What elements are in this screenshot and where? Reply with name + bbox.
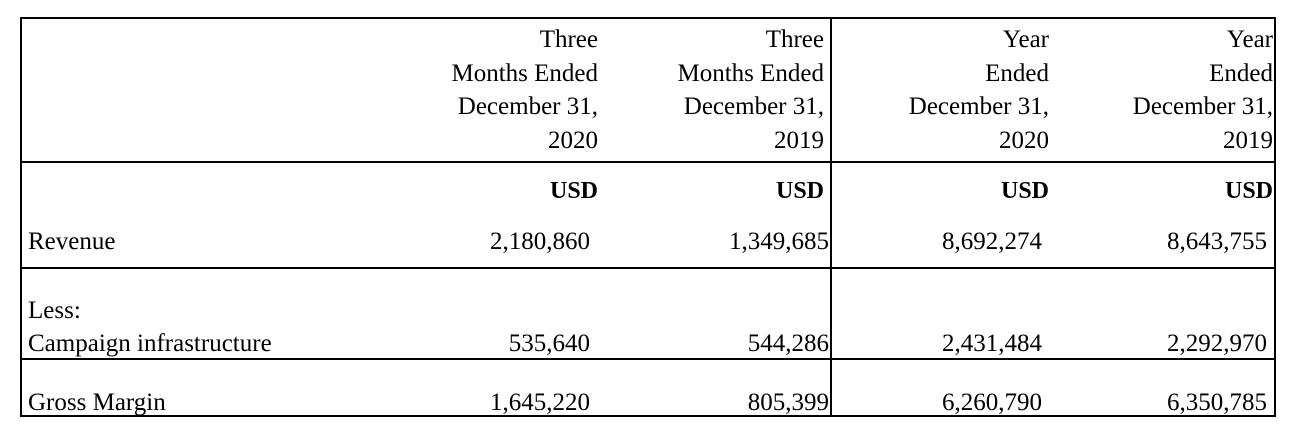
campaign-infrastructure-value: 2,431,484 [942, 330, 1042, 357]
revenue-value: 8,643,755 [1167, 228, 1267, 255]
revenue-label: Revenue [28, 228, 116, 255]
currency-label: USD [1000, 178, 1049, 204]
revenue-row-divider [22, 267, 1274, 269]
gross-margin-value: 6,260,790 [942, 389, 1042, 416]
campaign-infrastructure-value: 2,292,970 [1167, 330, 1267, 357]
currency-label: USD [549, 178, 598, 204]
gross-margin-value: 6,350,785 [1167, 389, 1267, 416]
gross-margin-value: 1,645,220 [490, 389, 590, 416]
header-divider [22, 161, 1274, 163]
revenue-value: 1,349,685 [729, 228, 829, 255]
campaign-infrastructure-value: 535,640 [508, 330, 590, 357]
gross-margin-label: Gross Margin [28, 389, 166, 416]
column-divider [830, 19, 832, 415]
financial-table [20, 17, 1276, 417]
column-header-fy-2019: Year Ended December 31, 2019 [1132, 26, 1273, 154]
campaign-infrastructure-value: 544,286 [747, 330, 829, 357]
revenue-value: 2,180,860 [490, 228, 590, 255]
currency-label: USD [1224, 178, 1273, 204]
campaign-infrastructure-label: Campaign infrastructure [28, 330, 272, 357]
column-header-fy-2020: Year Ended December 31, 2020 [908, 26, 1049, 154]
revenue-value: 8,692,274 [942, 228, 1042, 255]
gross-margin-value: 805,399 [747, 389, 829, 416]
column-header-q4-2020: Three Months Ended December 31, 2020 [451, 26, 598, 154]
currency-label: USD [775, 178, 824, 204]
less-label: Less: [28, 297, 81, 324]
column-header-q4-2019: Three Months Ended December 31, 2019 [677, 26, 824, 154]
